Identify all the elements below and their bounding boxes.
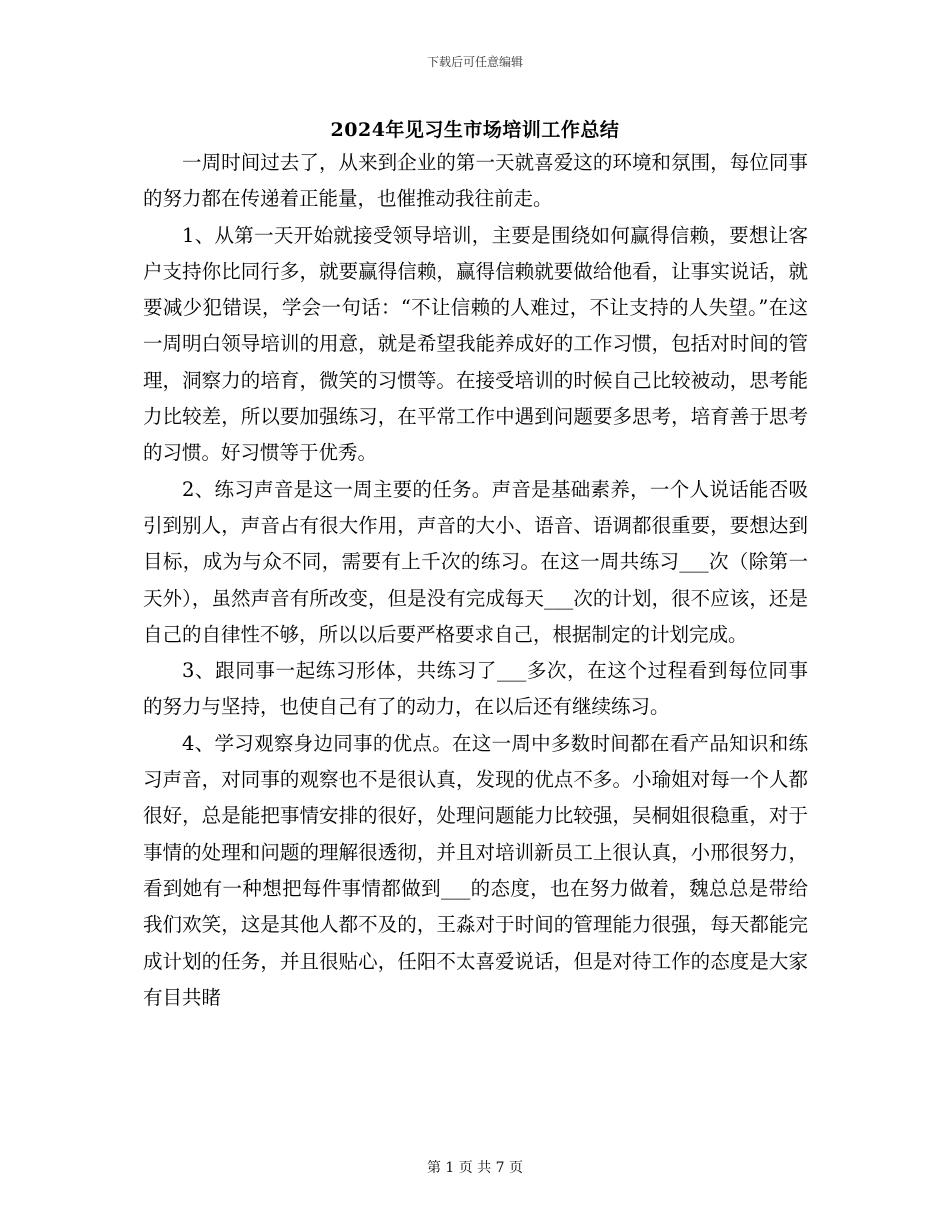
paragraph-3: 3、跟同事一起练习形体，共练习了___多次，在这个过程看到每位同事的努力与坚持，也使自己有了的动力，在以后还有继续练习。 xyxy=(143,659,808,719)
document-body xyxy=(143,145,808,1016)
paragraph-intro: 一周时间过去了，从来到企业的第一天就喜爱这的环境和氛围，每位同事的努力都在传递着正能量，也催推动我往前走。 xyxy=(143,151,808,211)
page-number: 第 1 页 共 7 页 xyxy=(426,1160,524,1176)
document-title: 2024年见习生市场培训工作总结 xyxy=(330,119,620,141)
paragraph-4: 4、学习观察身边同事的优点。在这一周中多数时间都在看产品知识和练习声音，对同事的观察也不是很认真，发现的优点不多。小瑜姐对每一个人都很好，总是能把事情安排的很好，处理问题能力比较强，吴桐姐很稳重，对于事情的处理和问题的理解很透彻，并且对培训新员工上很认真，小邢很努力，看到她有一种想把每件事情都做到___的态度，也在努力做着，魏总总是带给我们欢笑，这是其他人都不及的，王淼对于时间的管理能力很强，每天都能完成计划的任务，并且很贴心，任阳不太喜爱说话，但是对待工作的态度是大家有目共睹 xyxy=(143,731,808,1009)
paragraph-2: 2、练习声音是这一周主要的任务。声音是基础素养，一个人说话能否吸引到别人，声音占有很大作用，声音的大小、语音、语调都很重要，要想达到目标，成为与众不同，需要有上千次的练习。在这一周共练习___次（除第一天外），虽然声音有所改变，但是没有完成每天___次的计划，很不应该，还是自己的自律性不够，所以以后要严格要求自己，根据制定的计划完成。 xyxy=(143,477,808,646)
paragraph-1: 1、从第一天开始就接受领导培训，主要是围绕如何赢得信赖，要想让客户支持你比同行多，就要赢得信赖，赢得信赖就要做给他看，让事实说话，就要减少犯错误，学会一句话：“不让信赖的人难过，不让支持的人失望。”在这一周明白领导培训的用意，就是希望我能养成好的工作习惯，包括对时间的管理，洞察力的培育，微笑的习惯等。在接受培训的时候自己比较被动，思考能力比较差，所以要加强练习，在平常工作中遇到问题要多思考，培育善于思考的习惯。好习惯等于优秀。 xyxy=(143,223,808,465)
page-header-note: 下载后可任意编辑 xyxy=(426,55,523,69)
